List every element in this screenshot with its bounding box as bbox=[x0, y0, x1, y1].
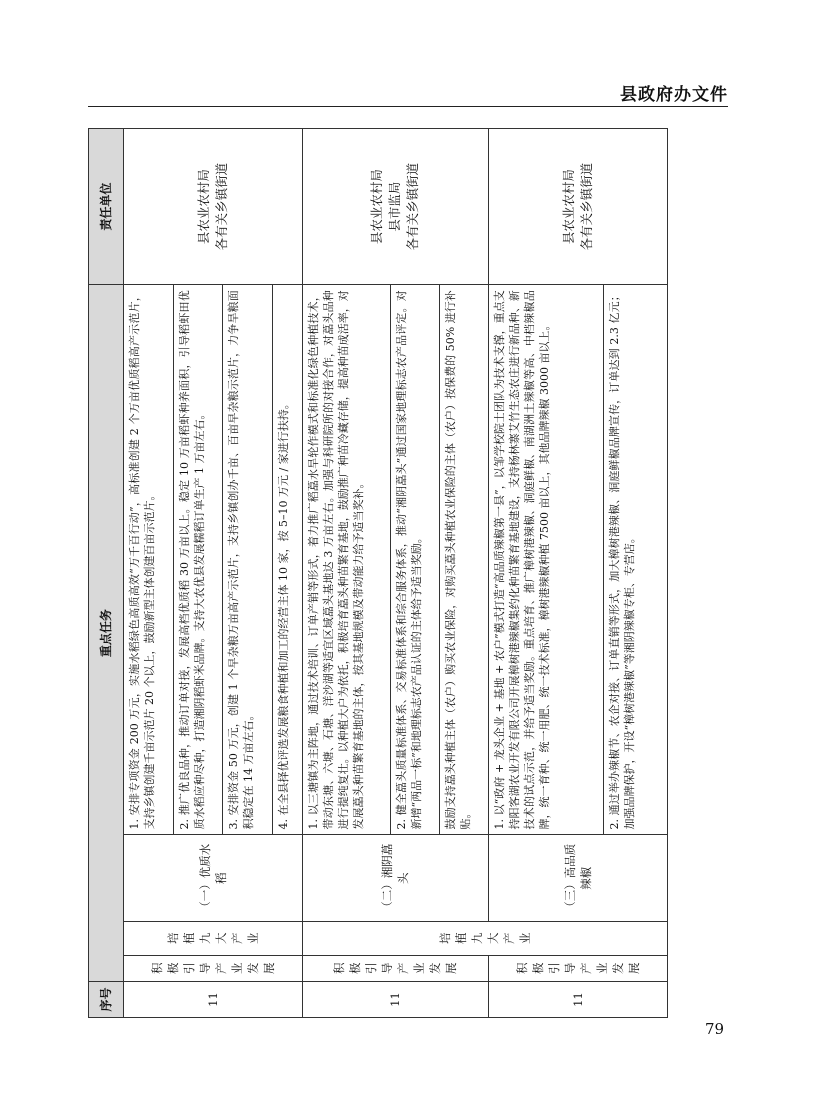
seq-cell: 11 bbox=[489, 981, 668, 1017]
unit-label: 县农业农村局 县市监局 各有关乡镇街道 bbox=[369, 162, 421, 251]
header-title: 县政府办文件 bbox=[620, 85, 728, 105]
unit-label: 县农业农村局 各有关乡镇街道 bbox=[561, 162, 595, 251]
header-tasks: 重点任务 bbox=[89, 285, 124, 982]
header-unit: 责任单位 bbox=[89, 129, 124, 285]
rotated-table bbox=[88, 128, 668, 1018]
item-cell: （二）湘阴藠头 bbox=[302, 835, 489, 921]
task-cell: 4. 在全县择优评选发展粮食种植和加工的经营主体 10 家，按 5–10 万元 / 家进行扶持。 bbox=[273, 285, 303, 835]
category-cell bbox=[124, 955, 303, 981]
subcategory-cell: 培植九大产业 bbox=[302, 921, 667, 955]
category-label: 积极 引导 产业 发展 bbox=[332, 962, 459, 975]
category-label: 积极 引导 产业 发展 bbox=[149, 962, 276, 975]
task-cell: 1. 以“政府 + 龙头企业 + 基地 + 农户”模式打造“高品质辣椒第一县”，以邹学校院士团队为技术支撑，重点支持阳客湖农业开发有限公司开展樟树港辣椒集约化种苗繁育基地建设，支持杨林寨艾竹生态农庄进行新品种、新技术的试点示范，并给予适当奖励。重点培育、推广樟树港辣椒、洞庭鲜椒、南湖洲土辣椒等高、中档辣椒品牌，统一育种、统一用肥、统一技术标准，樟树港辣椒种植 7500 亩以上，其他品牌辣椒 3000 亩以上。 bbox=[489, 285, 604, 835]
item-cell: （一）优质水稻 bbox=[124, 835, 303, 921]
task-cell: 2. 健全藠头质量标准体系、交易标准体系和综合服务体系，推动“湘阴藠头”通过国家地理标志农产品评定。对新增“两品一标”和地理标志农产品认证的主体给予适当奖励。 bbox=[391, 285, 440, 835]
table-container bbox=[88, 128, 668, 1018]
task-cell: 2. 推广优良品种，推动订单对接，发展高档优质稻 30 万亩以上。稳定 10 万亩稻虾种养面积，引导稻虾田优质水稻应种尽种，打造湘阴稻虾米品牌。支持大农优县发展糯稻订单生产 1 万亩左右。 bbox=[173, 285, 223, 835]
task-cell: 1. 安排专项资金 200 万元，实施水稻绿色高质高效“万千百行动”，高标准创建 2 个万亩优质稻高产示范片，支持乡镇创建千亩示范片 20 个以上，鼓励新型主体创建百亩示范片。 bbox=[124, 285, 174, 835]
header-seq: 序号 bbox=[89, 981, 124, 1017]
unit-cell bbox=[302, 129, 489, 285]
tasks-table bbox=[88, 128, 668, 1018]
unit-cell bbox=[124, 129, 303, 285]
page-number: 79 bbox=[705, 1020, 725, 1038]
unit-label: 县农业农村局 各有关乡镇街道 bbox=[195, 162, 229, 251]
task-cell: 鼓励支持藠头种植主体（农户）购买农业保险，对购买藠头种植农业保险的主体（农户）按保费的 50% 进行补贴。 bbox=[440, 285, 489, 835]
subcategory-cell: 培植九大产业 bbox=[124, 921, 303, 955]
unit-cell bbox=[489, 129, 668, 285]
task-cell: 3. 安排资金 50 万元，创建 1 个早杂粮万亩高产示范片，支持乡镇创办千亩、百亩早杂粮示范片，力争旱粮面积稳定在 14 万亩左右。 bbox=[223, 285, 273, 835]
category-label: 积极 引导 产业 发展 bbox=[515, 962, 642, 975]
task-cell: 1. 以三塘镇为主阵地，通过技术培训、订单产销等形式，着力推广稻藠水旱轮作模式和标准化绿色种植技术，带动东塘、六塘、石塘、洋沙湖等适宜区域藠头基地达 3 万亩左右。加强与科研院所的对接合作，对藠头品种进行提纯复壮。以种植大户为依托，积极培育藠头种苗繁育基地，鼓励推广种苗冷藏存储，提高种苗成活率，对发展藠头种苗繁育基地的主体，按其基地规模及带动能力给予适当奖补。 bbox=[302, 285, 391, 835]
seq-cell: 11 bbox=[302, 981, 489, 1017]
task-cell: 2. 通过举办辣椒节、农企对接、订单直销等形式，加大樟树港辣椒、洞庭鲜椒品牌宣传，订单达到 2.3 亿元；加强品牌保护，开设“樟树港辣椒”等湘阴辣椒专柜、专营店。 bbox=[604, 285, 668, 835]
item-cell: （三）高品质辣椒 bbox=[489, 835, 668, 921]
seq-cell: 11 bbox=[124, 981, 303, 1017]
header-rule bbox=[88, 106, 728, 107]
category-cell bbox=[302, 955, 489, 981]
category-cell bbox=[489, 955, 668, 981]
